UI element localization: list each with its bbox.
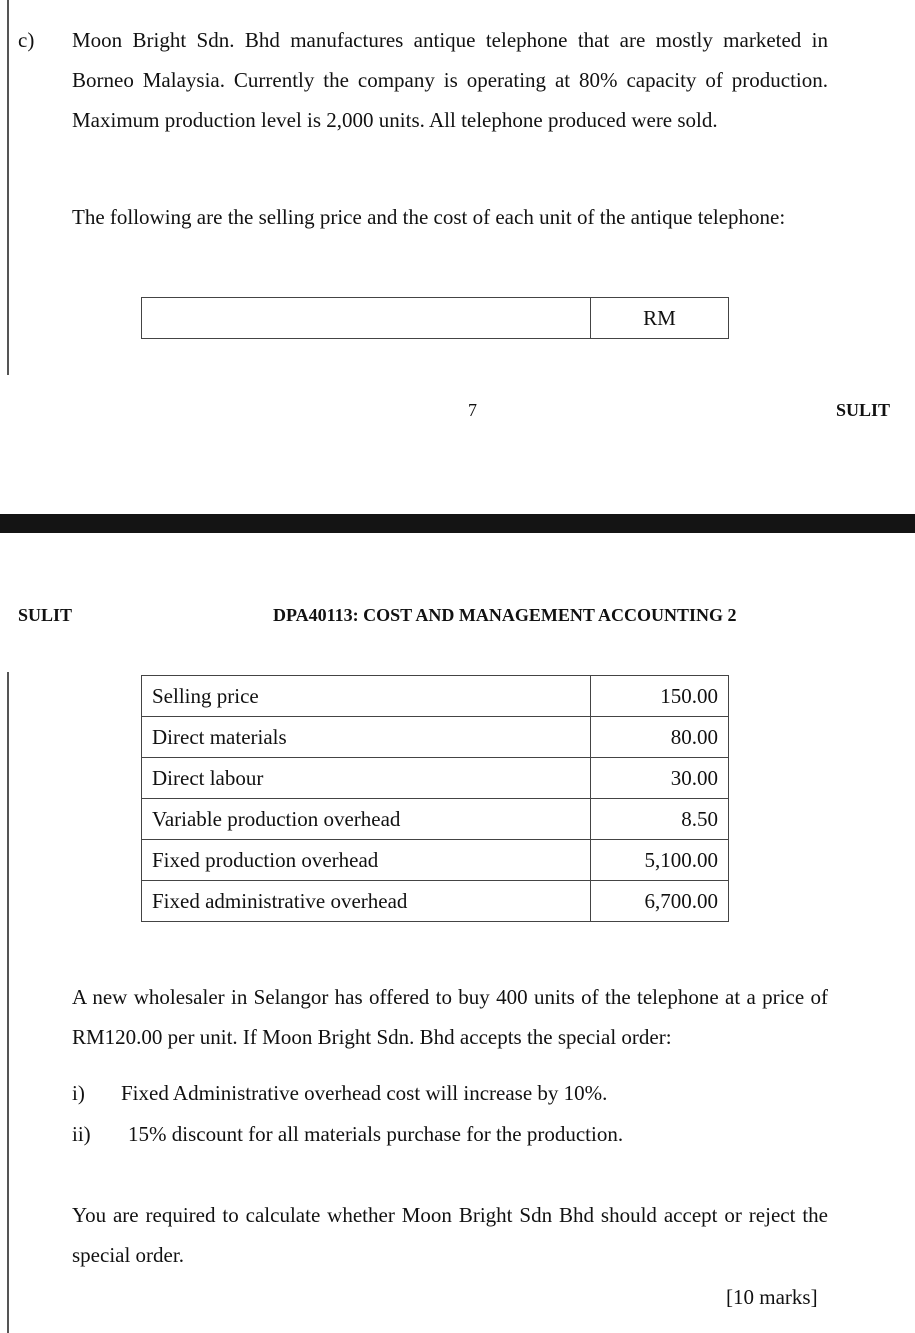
header-item-cell	[142, 298, 591, 339]
cost-amount: 8.50	[591, 799, 729, 840]
cost-amount: 80.00	[591, 717, 729, 758]
condition-num-2: ii)	[72, 1122, 91, 1146]
table-row	[142, 799, 729, 840]
cost-item: Variable production overhead	[142, 799, 591, 840]
cost-item: Selling price	[142, 676, 591, 717]
question-label: c)	[18, 28, 35, 52]
header-unit-cell: RM	[591, 298, 729, 339]
cost-item: Fixed administrative overhead	[142, 881, 591, 922]
cost-amount: 6,700.00	[591, 881, 729, 922]
header-sulit: SULIT	[18, 605, 73, 625]
cost-amount: 30.00	[591, 758, 729, 799]
marks-label: [10 marks]	[726, 1285, 818, 1309]
cost-item: Fixed production overhead	[142, 840, 591, 881]
table-row	[142, 758, 729, 799]
table-row	[142, 881, 729, 922]
question-intro: Moon Bright Sdn. Bhd manufactures antique telephone that are mostly marketed in Borneo Malaysia. Currently the company is operating at 80% capacity of production. Maximum production level is 2,000 units. All telephone produced were sold.	[72, 28, 828, 132]
cost-item: Direct materials	[142, 717, 591, 758]
cost-item: Direct labour	[142, 758, 591, 799]
offer-text: A new wholesaler in Selangor has offered to buy 400 units of the telephone at a price of RM120.00 per unit. If Moon Bright Sdn. Bhd accepts the special order:	[72, 985, 828, 1049]
cost-table-header	[141, 297, 729, 339]
course-title: DPA40113: COST AND MANAGEMENT ACCOUNTING 2	[273, 605, 737, 625]
cost-amount: 150.00	[591, 676, 729, 717]
page-number: 7	[468, 400, 477, 420]
table-row	[142, 717, 729, 758]
question-following: The following are the selling price and the cost of each unit of the antique telephone:	[72, 205, 786, 229]
cost-amount: 5,100.00	[591, 840, 729, 881]
table-row	[142, 840, 729, 881]
margin-line-top	[7, 0, 9, 375]
cost-table	[141, 675, 729, 922]
condition-text-2: 15% discount for all materials purchase for the production.	[128, 1122, 624, 1146]
table-row	[142, 676, 729, 717]
requirement-text: You are required to calculate whether Moon Bright Sdn Bhd should accept or reject the special order.	[72, 1203, 828, 1267]
footer-sulit: SULIT	[836, 400, 891, 420]
page-break	[0, 514, 915, 533]
condition-num-1: i)	[72, 1081, 85, 1105]
margin-line-bottom	[7, 672, 9, 1333]
condition-text-1: Fixed Administrative overhead cost will increase by 10%.	[121, 1081, 608, 1105]
